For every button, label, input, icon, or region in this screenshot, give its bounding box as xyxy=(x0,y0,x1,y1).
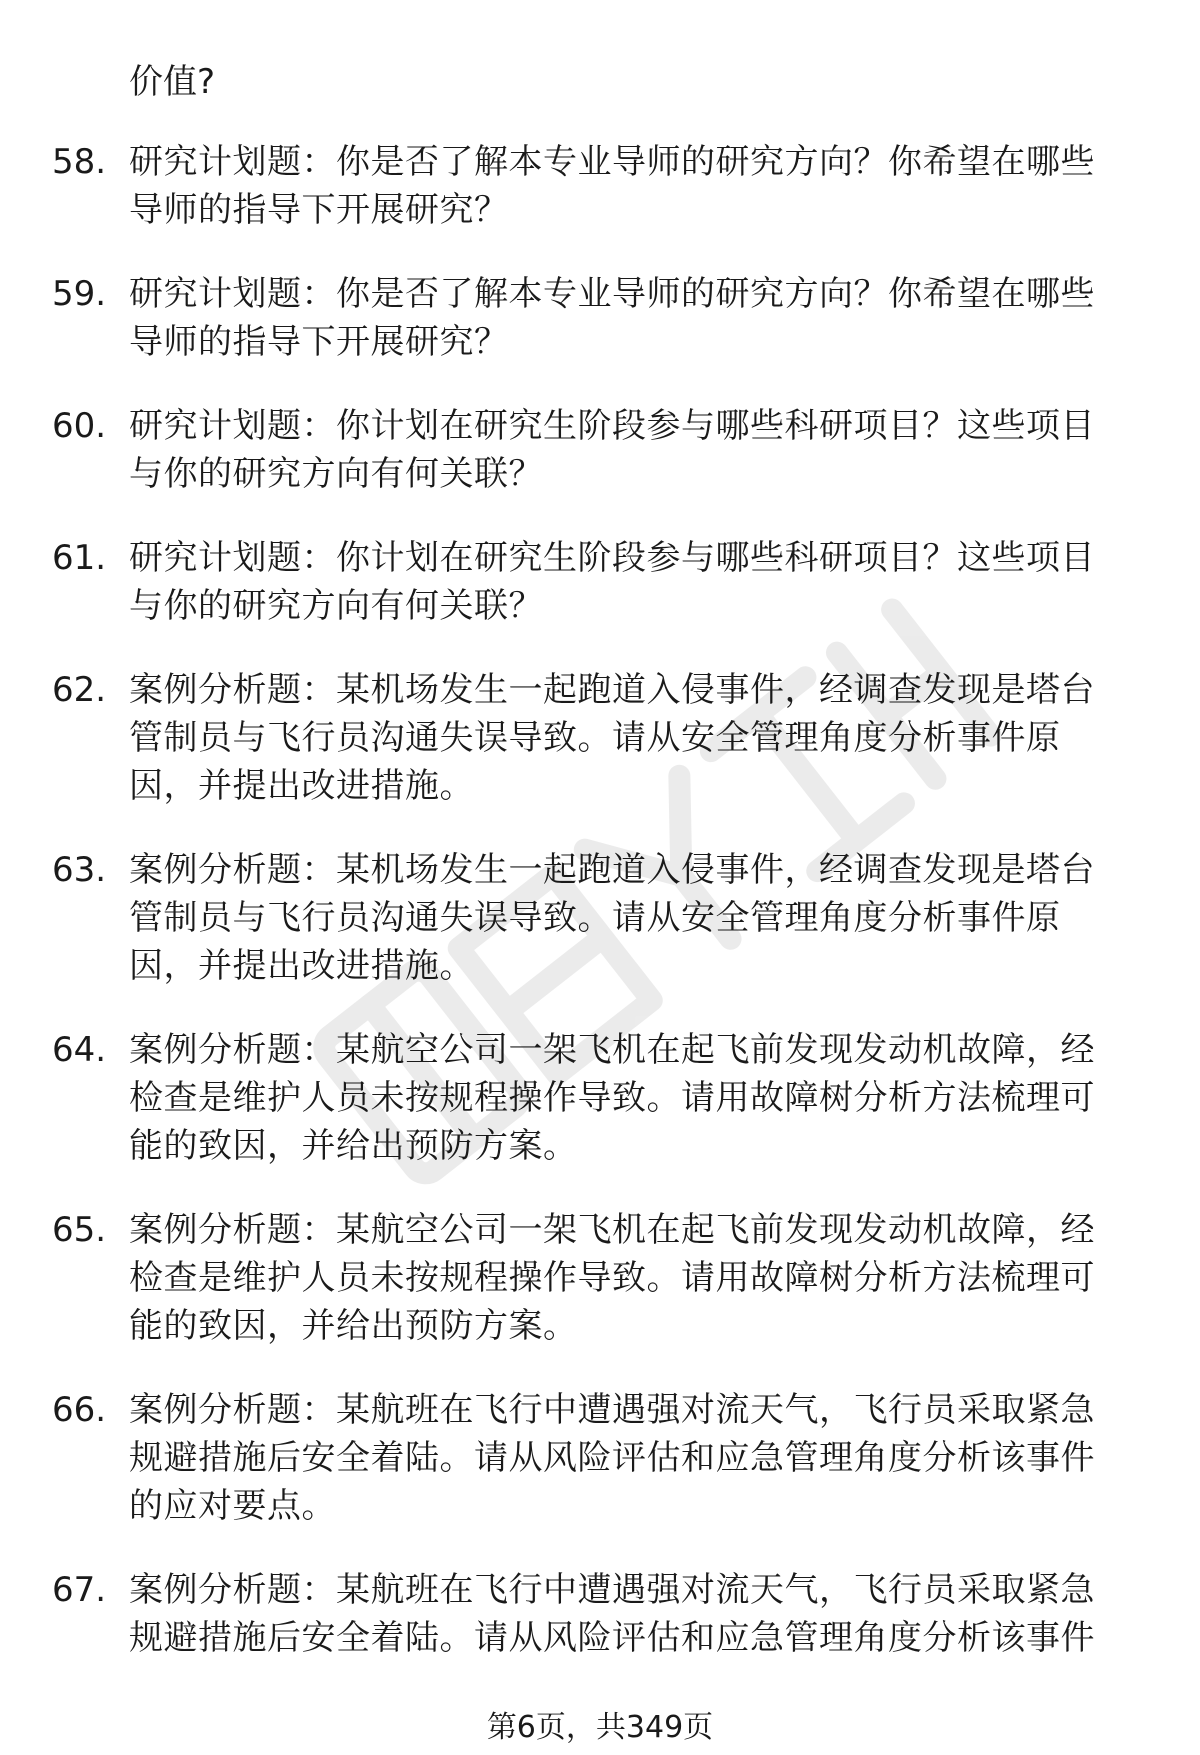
question-list xyxy=(0,138,1200,1698)
question-item xyxy=(0,846,1200,990)
question-line: 研究计划题：你计划在研究生阶段参与哪些科研项目？这些项目 xyxy=(129,538,1095,578)
question-line: 能的致因，并给出预防方案。 xyxy=(129,1306,578,1346)
question-number: 63. xyxy=(52,850,107,890)
question-text xyxy=(129,138,1139,234)
question-item xyxy=(0,270,1200,366)
question-number: 64. xyxy=(52,1030,107,1070)
question-text xyxy=(129,1386,1139,1530)
question-item xyxy=(0,138,1200,234)
question-number: 58. xyxy=(52,142,107,182)
question-line: 检查是维护人员未按规程操作导致。请用故障树分析方法梳理可 xyxy=(129,1258,1095,1298)
question-item xyxy=(0,402,1200,498)
question-number: 67. xyxy=(52,1570,107,1610)
question-line: 案例分析题：某航空公司一架飞机在起飞前发现发动机故障，经 xyxy=(129,1030,1095,1070)
question-line: 与你的研究方向有何关联？ xyxy=(129,454,543,494)
question-line: 案例分析题：某机场发生一起跑道入侵事件，经调查发现是塔台 xyxy=(129,850,1095,890)
question-text xyxy=(129,846,1139,990)
question-line: 能的致因，并给出预防方案。 xyxy=(129,1126,578,1166)
question-text xyxy=(129,534,1139,630)
question-number: 60. xyxy=(52,406,107,446)
question-line: 导师的指导下开展研究？ xyxy=(129,322,509,362)
question-line: 研究计划题：你是否了解本专业导师的研究方向？你希望在哪些 xyxy=(129,274,1095,314)
question-line: 因，并提出改进措施。 xyxy=(129,766,474,806)
question-line: 导师的指导下开展研究？ xyxy=(129,190,509,230)
question-text xyxy=(129,1206,1139,1350)
question-number: 59. xyxy=(52,274,107,314)
question-item xyxy=(0,534,1200,630)
question-line: 研究计划题：你计划在研究生阶段参与哪些科研项目？这些项目 xyxy=(129,406,1095,446)
question-line: 研究计划题：你是否了解本专业导师的研究方向？你希望在哪些 xyxy=(129,142,1095,182)
question-number: 61. xyxy=(52,538,107,578)
question-text xyxy=(129,1566,1139,1662)
question-line: 与你的研究方向有何关联？ xyxy=(129,586,543,626)
question-text xyxy=(129,270,1139,366)
question-number: 62. xyxy=(52,670,107,710)
question-line: 的应对要点。 xyxy=(129,1486,336,1526)
continuation-text: 价值? xyxy=(129,62,216,102)
question-line: 案例分析题：某航班在飞行中遭遇强对流天气，飞行员采取紧急 xyxy=(129,1390,1095,1430)
question-item xyxy=(0,666,1200,810)
question-line: 规避措施后安全着陆。请从风险评估和应急管理角度分析该事件 xyxy=(129,1438,1095,1478)
question-line: 管制员与飞行员沟通失误导致。请从安全管理角度分析事件原 xyxy=(129,898,1061,938)
question-number: 66. xyxy=(52,1390,107,1430)
question-item xyxy=(0,1206,1200,1350)
question-line: 案例分析题：某机场发生一起跑道入侵事件，经调查发现是塔台 xyxy=(129,670,1095,710)
question-line: 管制员与飞行员沟通失误导致。请从安全管理角度分析事件原 xyxy=(129,718,1061,758)
question-line: 因，并提出改进措施。 xyxy=(129,946,474,986)
question-item xyxy=(0,1026,1200,1170)
question-number: 65. xyxy=(52,1210,107,1250)
question-text xyxy=(129,402,1139,498)
question-line: 案例分析题：某航空公司一架飞机在起飞前发现发动机故障，经 xyxy=(129,1210,1095,1250)
page-footer: 第6页，共349页 xyxy=(486,1710,714,1745)
question-line: 规避措施后安全着陆。请从风险评估和应急管理角度分析该事件 xyxy=(129,1618,1095,1658)
question-item xyxy=(0,1386,1200,1530)
question-text xyxy=(129,1026,1139,1170)
question-item xyxy=(0,1566,1200,1662)
question-text xyxy=(129,666,1139,810)
question-line: 案例分析题：某航班在飞行中遭遇强对流天气，飞行员采取紧急 xyxy=(129,1570,1095,1610)
question-line: 检查是维护人员未按规程操作导致。请用故障树分析方法梳理可 xyxy=(129,1078,1095,1118)
